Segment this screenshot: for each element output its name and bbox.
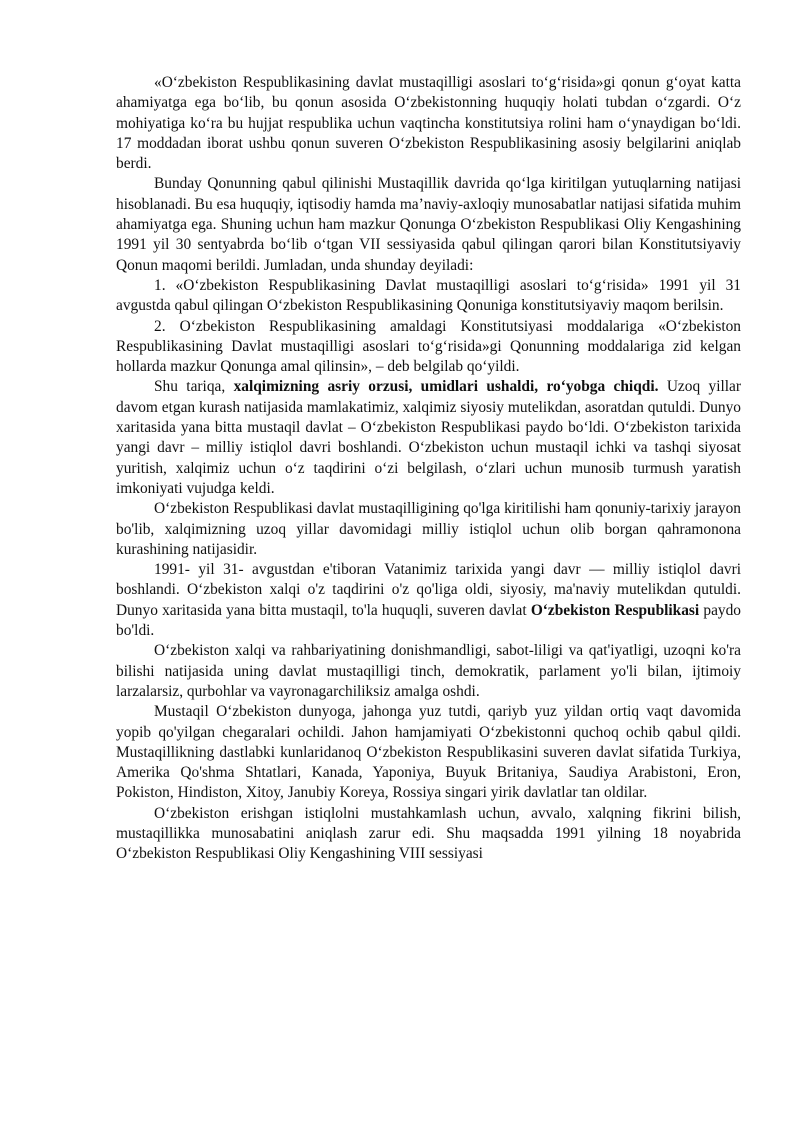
text-run: Shu tariqa, [154,378,234,396]
paragraph-2 [116,174,741,275]
text-run: paydo bo'ldi. [116,601,741,640]
text-run: O‘zbekiston Respublikasi davlat mustaqilligining qo'lga kiritilishi ham qonuniy-tarixiy jarayon bo'lib, xalqimizning uzoq yillar davomidagi milliy istiqlol uchun olib borgan qahramonona kurashining natijasidir. [116,500,741,558]
bold-text-run: O‘zbekiston Respublikasi [530,601,700,619]
text-run: O‘zbekiston xalqi va rahbariyatining donishmandligi, sabot-liligi va qat'iyatligi, uzoqni ko'ra bilishi natijasida uning davlat mustaqilligi tinch, demokratik, parlament yo'li bilan, ijtimoiy larzalarsiz, qurbohlar va vayronagarchiliksiz amalga oshdi. [116,642,741,700]
text-run: Mustaqil O‘zbekiston dunyoga, jahonga yuz tutdi, qariyb yuz yildan ortiq vaqt davomida yopib qo'yilgan chegaralari ochildi. Jahon hamjamiyati O‘zbekistonni quchoq ochib qabul qildi. Mustaqillikning dastlabki kunlaridanoq O‘zbekiston Respublikasini suveren davlat sifatida Turkiya, Amerika Qo'shma Shtatlari, Kanada, Yaponiya, Buyuk Britaniya, Saudiya Arabistoni, Eron, Pokiston, Hindiston, Xitoy, Janubiy Koreya, Rossiya singari yirik davlatlar tan oldilar. [116,703,741,802]
paragraph-8 [116,641,741,702]
text-run: O‘zbekiston erishgan istiqlolni mustahkamlash uchun, avvalo, xalqning fikrini bilish, mustaqillikka munosabatini aniqlash zarur edi. Shu maqsadda 1991 yilning 18 noyabrida O‘zbekiston Respublikasi Oliy Kengashining VIII sessiyasi [116,804,741,863]
paragraph-3 [116,276,741,317]
document-page [116,73,741,865]
text-run: Bunday Qonunning qabul qilinishi Mustaqillik davrida qo‘lga kiritilgan yutuqlarning natijasi hisoblanadi. Bu esa huquqiy, iqtisodiy hamda ma’naviy-axloqiy munosabatlar natijasi sifatida muhim ahamiyatga ega. Shuning uchun ham mazkur Qonunga O‘zbekiston Respublikasi Oliy Kengashining 1991 yil 30 sentyabrda bo‘lib o‘tgan VII sessiyasida qabul qilingan qarori bilan Konstitutsiyaviy Qonun maqomi berildi. Jumladan, unda shunday deyiladi: [116,175,741,274]
text-run: 1. «O‘zbekiston Respublikasining Davlat mustaqilligi asoslari to‘g‘risida» 1991 yil 31 avgustda qabul qilingan O‘zbekiston Respublikasining Qonuniga konstitutsiyaviy maqom berilsin. [116,276,741,315]
text-run: 1991- yil 31- avgustdan e'tiboran Vatanimiz tarixida yangi davr — milliy istiqlol davri boshlandi. O‘zbekiston xalqi o'z taqdirini o'z qo'liga oldi, siyosiy, ma'naviy mutelikdan qutuldi. Dunyo xaritasida yana bitta mustaqil, to'la huquqli, suveren davlat [116,561,741,619]
text-run: 2. O‘zbekiston Respublikasining amaldagi Konstitutsiyasi moddalariga «O‘zbekiston Respublikasining Davlat mustaqilligi asoslari to‘g‘risida»gi Qonunning moddalariga zid kelgan hollarda mazkur Qonunga amal qilinsin», – deb belgilab qo‘yildi. [116,317,741,376]
paragraph-5 [116,377,741,499]
paragraph-7 [116,560,741,641]
paragraph-4 [116,317,741,378]
text-run: Uzoq yillar davom etgan kurash natijasida mamlakatimiz, xalqimiz siyosiy mutelikdan, asoratdan qutuldi. Dunyo xaritasida yana bitta mustaqil davlat – O‘zbekiston Respublikasi paydo bo‘ldi. O‘zbekiston tarixida yangi davr – milliy istiqlol davri boshlandi. O‘zbekiston uchun mustaqil ichki va tashqi siyosat yuritish, xalqimiz uchun o‘z taqdirini o‘zi belgilash, o‘zlari uchun munosib turmush yaratish imkoniyati vujudga keldi. [116,378,741,497]
paragraph-9 [116,702,741,803]
bold-text-run: xalqimizning asriy orzusi, umidlari ushaldi, ro‘yobga chiqdi. [233,378,659,396]
paragraph-10 [116,804,741,865]
paragraph-1 [116,73,741,174]
paragraph-6 [116,499,741,560]
text-run: «O‘zbekiston Respublikasining davlat mustaqilligi asoslari to‘g‘risida»gi qonun g‘oyat katta ahamiyatga ega bo‘lib, bu qonun asosida O‘zbekistonning huquqiy holati tubdan o‘zgardi. O‘z mohiyatiga ko‘ra bu hujjat respublika uchun vaqtincha konstitutsiya rolini ham o‘ynaydigan bo‘ldi. 17 moddadan iborat ushbu qonun suveren O‘zbekiston Respublikasining asosiy belgilarini aniqlab berdi. [116,74,741,173]
